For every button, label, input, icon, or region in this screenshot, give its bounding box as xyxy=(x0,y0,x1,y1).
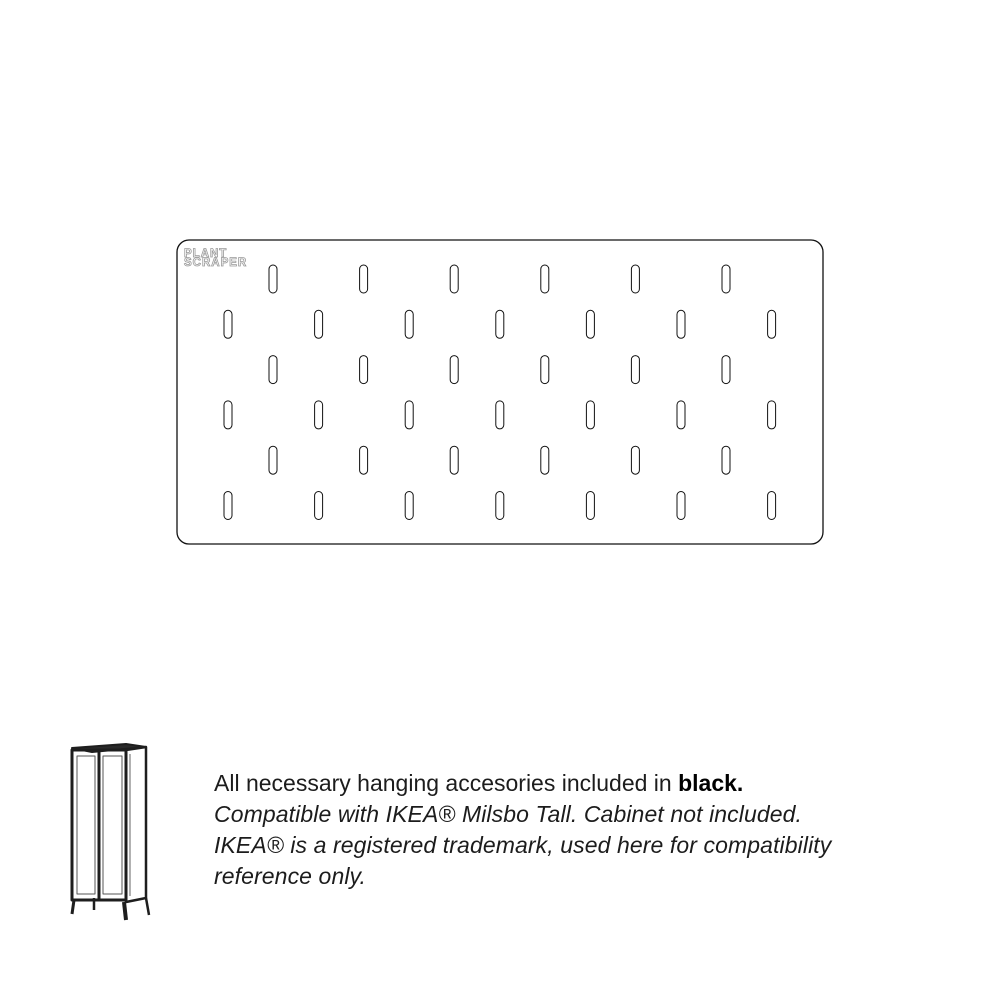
peg-slot xyxy=(541,446,549,474)
cabinet-drawing xyxy=(66,740,156,924)
accessories-note-text: All necessary hanging accesories included in xyxy=(214,770,679,796)
peg-slot xyxy=(541,356,549,384)
peg-slot xyxy=(677,492,685,520)
accessories-note xyxy=(214,768,934,799)
peg-slot xyxy=(677,401,685,429)
pegboard-panel xyxy=(176,239,824,545)
peg-slot xyxy=(269,356,277,384)
peg-slot xyxy=(496,492,504,520)
peg-slot xyxy=(496,310,504,338)
peg-slot xyxy=(269,265,277,293)
peg-slot xyxy=(768,310,776,338)
peg-slot xyxy=(722,265,730,293)
accessories-color: black. xyxy=(678,770,744,796)
glass-cabinet-icon xyxy=(66,740,156,924)
cabinet-leg-back-right xyxy=(146,898,149,915)
peg-slot xyxy=(405,401,413,429)
peg-slot xyxy=(722,446,730,474)
peg-slot xyxy=(586,310,594,338)
peg-slot xyxy=(450,356,458,384)
peg-slot xyxy=(450,265,458,293)
trademark-note-line2: reference only. xyxy=(214,863,366,889)
cabinet-leg-front-left xyxy=(72,900,74,914)
peg-slot xyxy=(631,446,639,474)
cabinet-leg-front-right xyxy=(124,902,126,920)
peg-slot xyxy=(224,401,232,429)
cabinet-right-glass xyxy=(103,756,122,894)
peg-slot xyxy=(360,446,368,474)
peg-slot xyxy=(269,446,277,474)
logo-text-line1: PLANT xyxy=(184,248,228,260)
peg-slot xyxy=(768,492,776,520)
peg-slot xyxy=(224,492,232,520)
peg-slot xyxy=(722,356,730,384)
peg-slot xyxy=(631,356,639,384)
compatibility-note: Compatible with IKEA® Milsbo Tall. Cabinet not included. xyxy=(214,801,803,827)
peg-slot xyxy=(315,401,323,429)
peg-slot xyxy=(586,492,594,520)
peg-slot xyxy=(360,356,368,384)
peg-slot xyxy=(405,492,413,520)
cabinet-left-glass xyxy=(77,756,95,894)
product-notes xyxy=(214,768,934,892)
peg-slot xyxy=(405,310,413,338)
logo-text-line2: SCRAPER xyxy=(184,257,248,269)
pegboard-drawing xyxy=(176,239,824,545)
peg-slot xyxy=(224,310,232,338)
peg-slot xyxy=(450,446,458,474)
peg-slot xyxy=(496,401,504,429)
peg-slot xyxy=(586,401,594,429)
peg-slot xyxy=(768,401,776,429)
peg-slot xyxy=(631,265,639,293)
trademark-note-line1: IKEA® is a registered trademark, used here for compatibility xyxy=(214,832,832,858)
peg-slot xyxy=(541,265,549,293)
cabinet-side-frame xyxy=(126,747,146,902)
peg-slot xyxy=(315,310,323,338)
peg-slot xyxy=(677,310,685,338)
peg-slot xyxy=(315,492,323,520)
peg-slot xyxy=(360,265,368,293)
